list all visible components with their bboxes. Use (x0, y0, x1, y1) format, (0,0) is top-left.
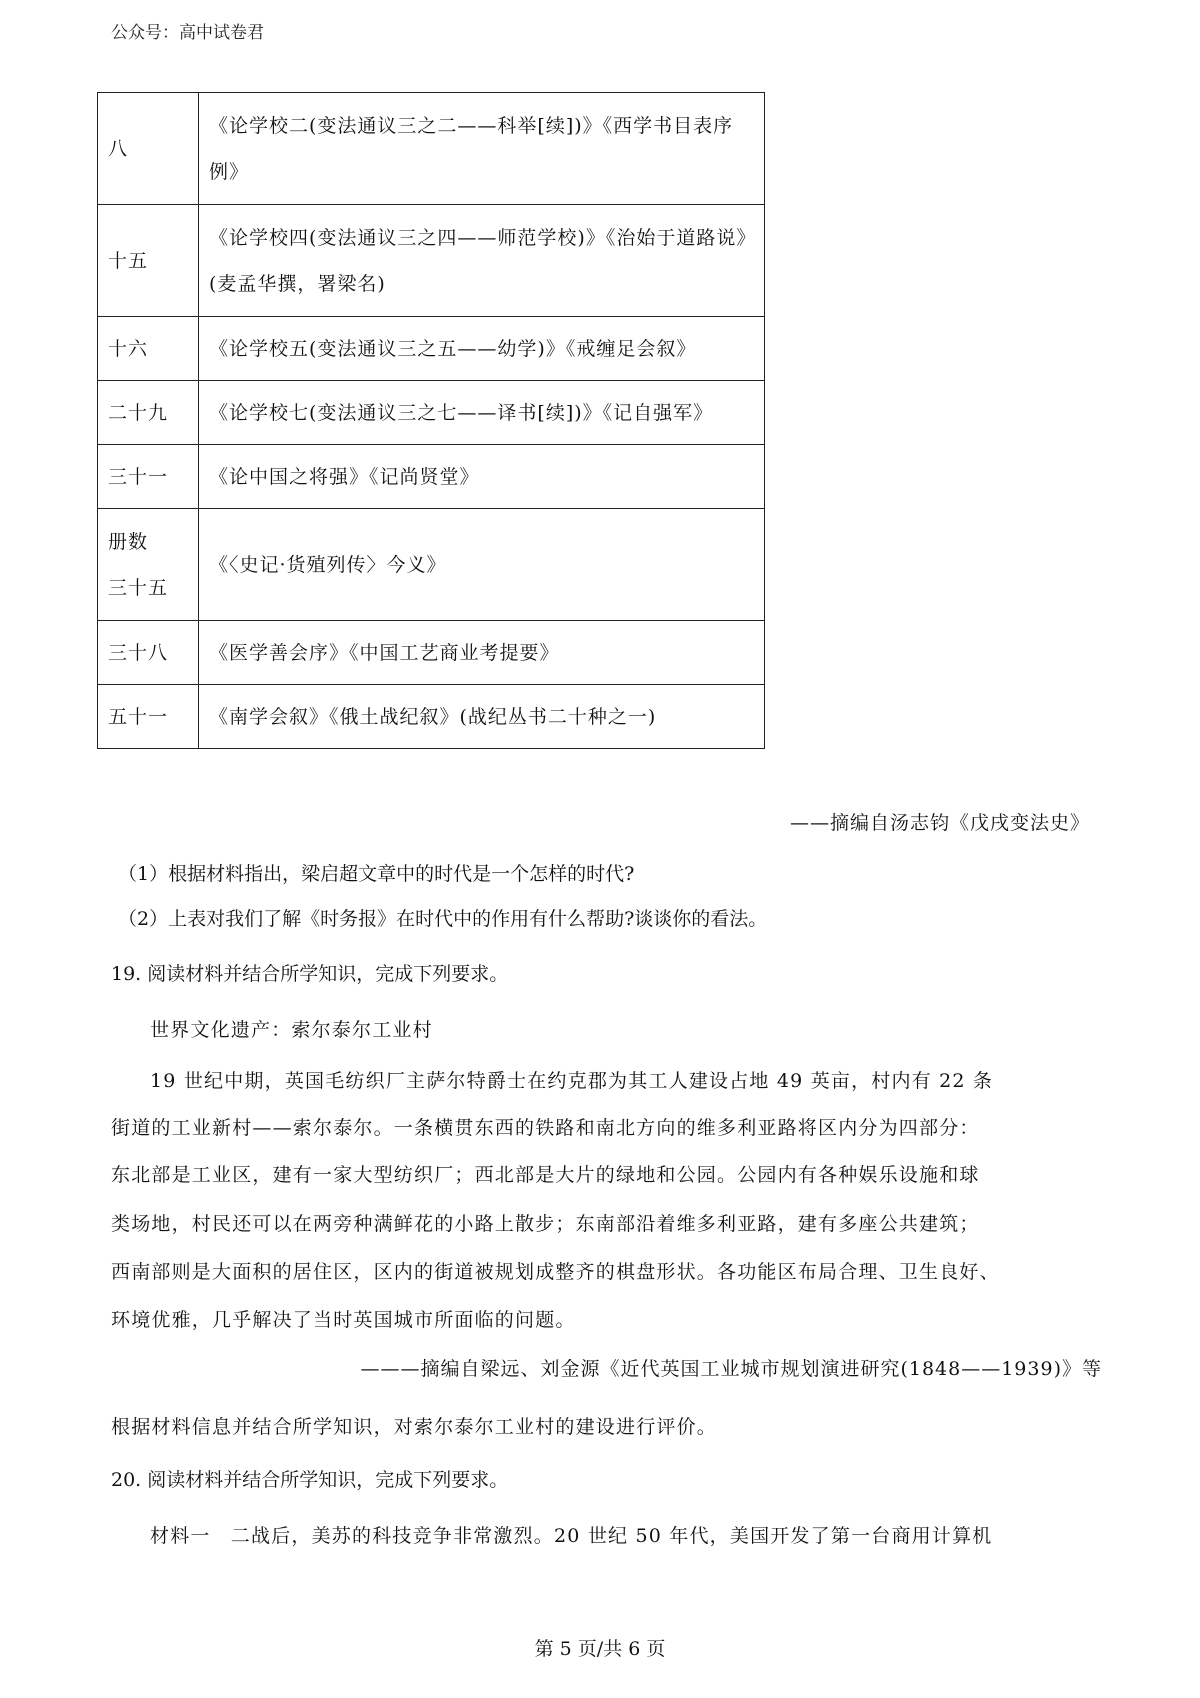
table-row (98, 93, 765, 205)
table-row (98, 317, 765, 381)
material-paragraph-line: 19 世纪中期，英国毛纺织厂主萨尔特爵士在约克郡为其工人建设占地 49 英亩，村内有 22 条 (150, 1070, 994, 1092)
table-row (98, 685, 765, 749)
material-source-citation: ———摘编自梁远、刘金源《近代英国工业城市规划演进研究(1848——1939)》等 (360, 1358, 1102, 1380)
table-row (98, 205, 765, 317)
table-row (98, 509, 765, 621)
articles-cell: 《医学善会序》《中国工艺商业考提要》 (199, 621, 765, 685)
table-source-citation: ——摘编自汤志钧《戊戌变法史》 (789, 812, 1090, 834)
articles-cell: 《论学校二(变法通议三之二——科举[续])》《西学书目表序例》 (199, 93, 765, 205)
question-19-title: 19. 阅读材料并结合所学知识，完成下列要求。 (111, 963, 509, 985)
question-18-part-1: （1）根据材料指出，梁启超文章中的时代是一个怎样的时代? (118, 863, 635, 885)
issue-cell: 册数 三十五 (98, 509, 199, 621)
page-header-source: 公众号：高中试卷君 (111, 23, 264, 43)
material-one-line: 材料一 二战后，美苏的科技竞争非常激烈。20 世纪 50 年代，美国开发了第一台商用计算机 (150, 1525, 993, 1547)
articles-cell: 《论学校七(变法通议三之七——译书[续])》《记自强军》 (199, 381, 765, 445)
question-20-title: 20. 阅读材料并结合所学知识，完成下列要求。 (111, 1469, 509, 1491)
issue-cell: 八 (98, 93, 199, 205)
material-paragraph-line: 环境优雅，几乎解决了当时英国城市所面临的问题。 (111, 1309, 576, 1331)
material-paragraph-line: 西南部则是大面积的居住区，区内的街道被规划成整齐的棋盘形状。各功能区布局合理、卫生良好、 (111, 1261, 1000, 1283)
table-row (98, 381, 765, 445)
material-paragraph-line: 东北部是工业区，建有一家大型纺织厂；西北部是大片的绿地和公园。公园内有各种娱乐设施和球 (111, 1164, 980, 1186)
material-paragraph-line: 街道的工业新村——索尔泰尔。一条横贯东西的铁路和南北方向的维多利亚路将区内分为四部分： (111, 1117, 980, 1139)
issue-cell: 三十一 (98, 445, 199, 509)
page-number: 第 5 页/共 6 页 (534, 1638, 666, 1660)
table-row (98, 621, 765, 685)
articles-cell: 《论学校四(变法通议三之四——师范学校)》《治始于道路说》(麦孟华撰，署梁名) (199, 205, 765, 317)
issue-cell: 二十九 (98, 381, 199, 445)
articles-cell: 《〈史记·货殖列传〉今义》 (199, 509, 765, 621)
articles-cell: 《南学会叙》《俄土战纪叙》(战纪丛书二十种之一) (199, 685, 765, 749)
question-19-prompt: 根据材料信息并结合所学知识，对索尔泰尔工业村的建设进行评价。 (111, 1416, 718, 1438)
issue-cell: 十六 (98, 317, 199, 381)
issue-cell: 五十一 (98, 685, 199, 749)
table-row (98, 445, 765, 509)
material-paragraph-line: 类场地，村民还可以在两旁种满鲜花的小路上散步；东南部沿着维多利亚路，建有多座公共建筑； (111, 1213, 980, 1235)
material-heading: 世界文化遗产：索尔泰尔工业村 (150, 1019, 433, 1041)
question-18-part-2: （2）上表对我们了解《时务报》在时代中的作用有什么帮助?谈谈你的看法。 (118, 908, 768, 930)
articles-table (97, 92, 765, 749)
articles-cell: 《论中国之将强》《记尚贤堂》 (199, 445, 765, 509)
issue-cell: 三十八 (98, 621, 199, 685)
issue-cell: 十五 (98, 205, 199, 317)
articles-cell: 《论学校五(变法通议三之五——幼学)》《戒缠足会叙》 (199, 317, 765, 381)
